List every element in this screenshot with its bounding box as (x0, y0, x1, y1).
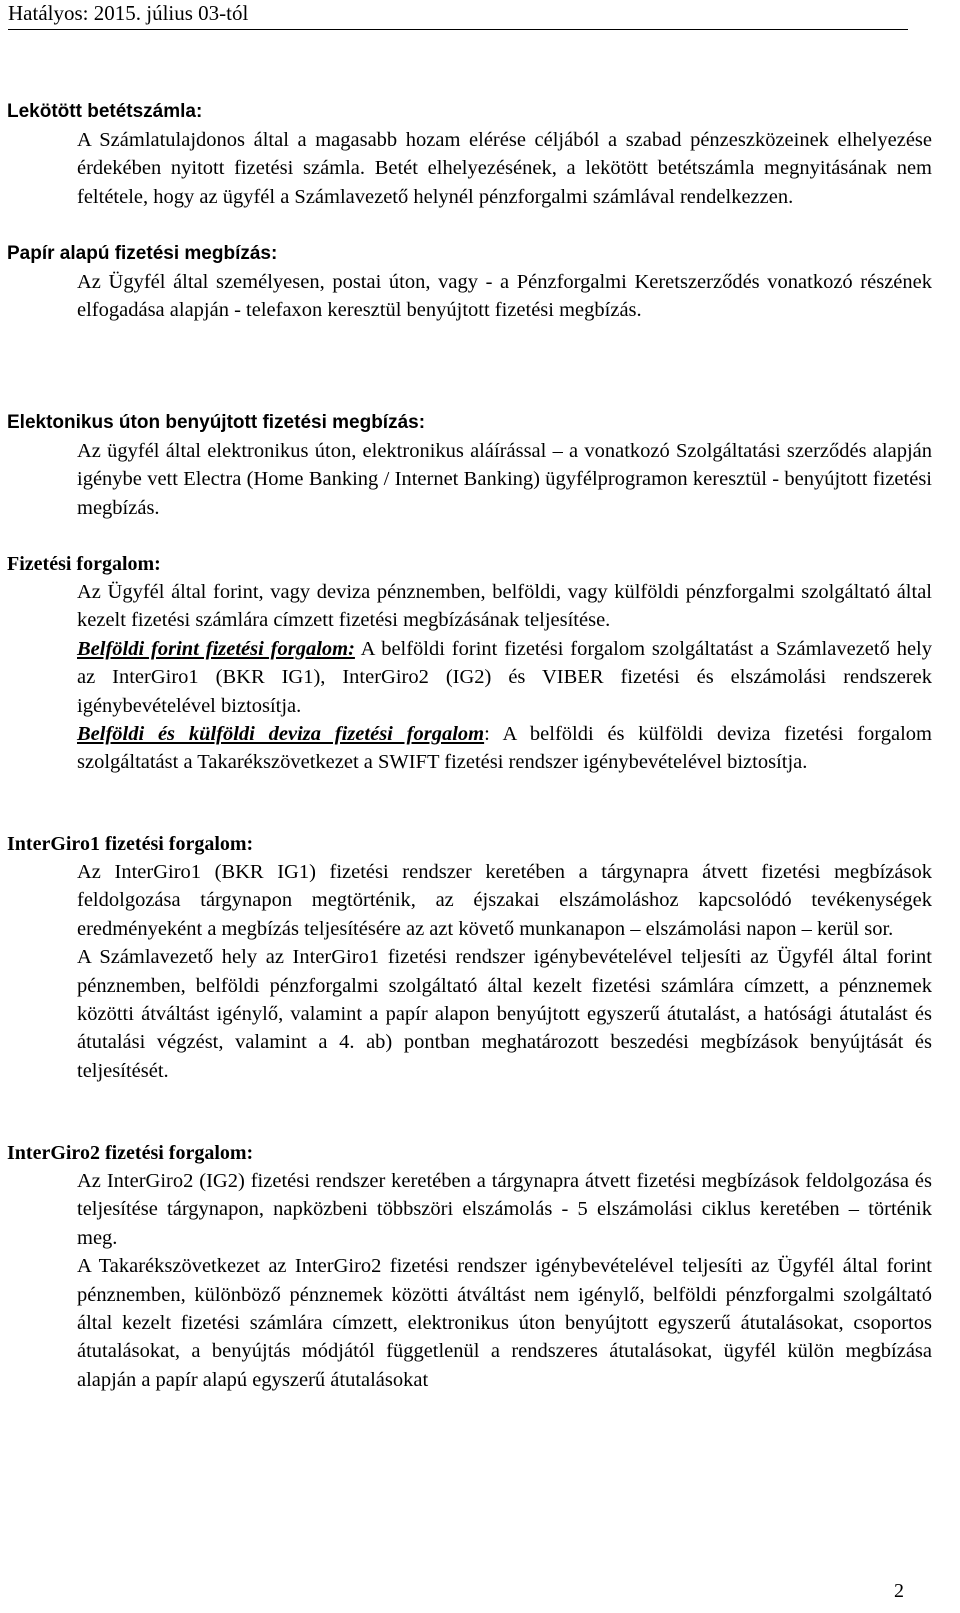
section-paragraph: Az InterGiro2 (IG2) fizetési rendszer keretében a tárgynapra átvett fizetési megbízások feldolgozása és teljesítése tárgynapon, napközbeni többszöri elszámolás - 5 elszámolási ciklus keretében – történik meg. (77, 1170, 932, 1249)
section-paragraph: A Takarékszövetkezet az InterGiro2 fizetési rendszer igénybevételével teljesíti az Ügyfél által forint pénznemben, különböző pénznemek közötti átváltást nem igénylő, belföldi pénzforgalmi szolgáltató által kezelt fizetési számlára címzett, elektronikus úton benyújtott egyszerű átutalásokat, csoportos átutalásokat, a benyújtás módjától függetlenül a rendszeres átutalásokat, ügyfél külön megbízása alapján a papír alapú egyszerű átutalásokat (77, 1255, 932, 1391)
section-paragraph: Az ügyfél által elektronikus úton, elektronikus aláírással – a vonatkozó Szolgáltatási szerződés alapján igénybe vett Electra (Home Banking / Internet Banking) ügyfélprogramon keresztül - benyújtott fizetési megbízás. (77, 440, 932, 519)
subsection-text: A belföldi forint fizetési forgalom szolgáltatást a Számlavezető hely az InterGiro1 (BKR IG1), InterGiro2 (IG2) és VIBER fizetési és elszámolási rendszerek igénybevételével biztosítja. (77, 637, 932, 717)
subsection-belfoldi-forint (77, 635, 932, 720)
section-papir-alapu-megbizas (7, 240, 932, 325)
section-lekotott-betetszamla (7, 98, 932, 211)
section-intergiro2 (7, 1139, 932, 1394)
section-fizetesi-forgalom (7, 550, 932, 777)
section-heading: Fizetési forgalom: (7, 553, 161, 575)
section-heading: InterGiro2 fizetési forgalom: (7, 1142, 254, 1164)
section-paragraph: A Számlavezető hely az InterGiro1 fizetési rendszer igénybevételével teljesíti az Ügyfél által forint pénznemben, belföldi pénzforgalmi szolgáltató által kezelt fizetési számlára címzett, a pénznemek közötti átváltást igénylő, valamint a papír alapon benyújtott egyszerű átutalást, a hatósági átutalást és átutalási végzést, valamint a 4. ab) pontban meghatározott beszedési megbízások benyújtását és teljesítését. (77, 946, 932, 1082)
section-paragraph: Az Ügyfél által személyesen, postai úton, vagy - a Pénzforgalmi Keretszerződés vonatkozó részének elfogadása alapján - telefaxon keresztül benyújtott fizetési megbízás. (77, 271, 932, 322)
section-heading: Papír alapú fizetési megbízás: (7, 243, 278, 264)
section-heading: InterGiro1 fizetési forgalom: (7, 833, 254, 855)
subsection-text: : A belföldi és külföldi deviza fizetési forgalom szolgáltatást a Takarékszövetkezet a SWIFT fizetési rendszer igénybevételével biztosítja. (77, 723, 932, 774)
section-paragraph: A Számlatulajdonos által a magasabb hozam elérése céljából a szabad pénzeszközeinek elhelyezése érdekében nyitott fizetési számla. Betét elhelyezésének, a lekötött betétszámla megnyitásának nem feltétele, hogy az ügyfél a Számlavezető helynél pénzforgalmi számlával rendelkezzen. (77, 129, 932, 208)
subsection-lead: Belföldi és külföldi deviza fizetési forgalom (77, 723, 485, 746)
section-heading: Elektonikus úton benyújtott fizetési megbízás: (7, 412, 426, 433)
section-heading: Lekötött betétszámla: (7, 101, 203, 122)
page-header: Hatályos: 2015. július 03-tól (8, 0, 908, 30)
subsection-lead: Belföldi forint fizetési forgalom: (77, 637, 355, 660)
section-intergiro1 (7, 830, 932, 1085)
subsection-deviza-forgalom (77, 720, 932, 777)
page-number: 2 (894, 1580, 904, 1602)
section-paragraph: Az InterGiro1 (BKR IG1) fizetési rendszer keretében a tárgynapra átvett fizetési megbízások feldolgozása tárgynapon megtörténik, az éjszakai elszámoláshoz kapcsolódó tevékenységek eredményeként a megbízás teljesítésére az azt követő munkanapon – elszámolási napon – kerül sor. (77, 861, 932, 940)
section-paragraph: Az Ügyfél által forint, vagy deviza pénznemben, belföldi, vagy külföldi pénzforgalmi szolgáltató által kezelt fizetési számlára címzett fizetési megbízásának teljesítése. (77, 581, 932, 632)
section-elektronikus-megbizas (7, 409, 932, 522)
